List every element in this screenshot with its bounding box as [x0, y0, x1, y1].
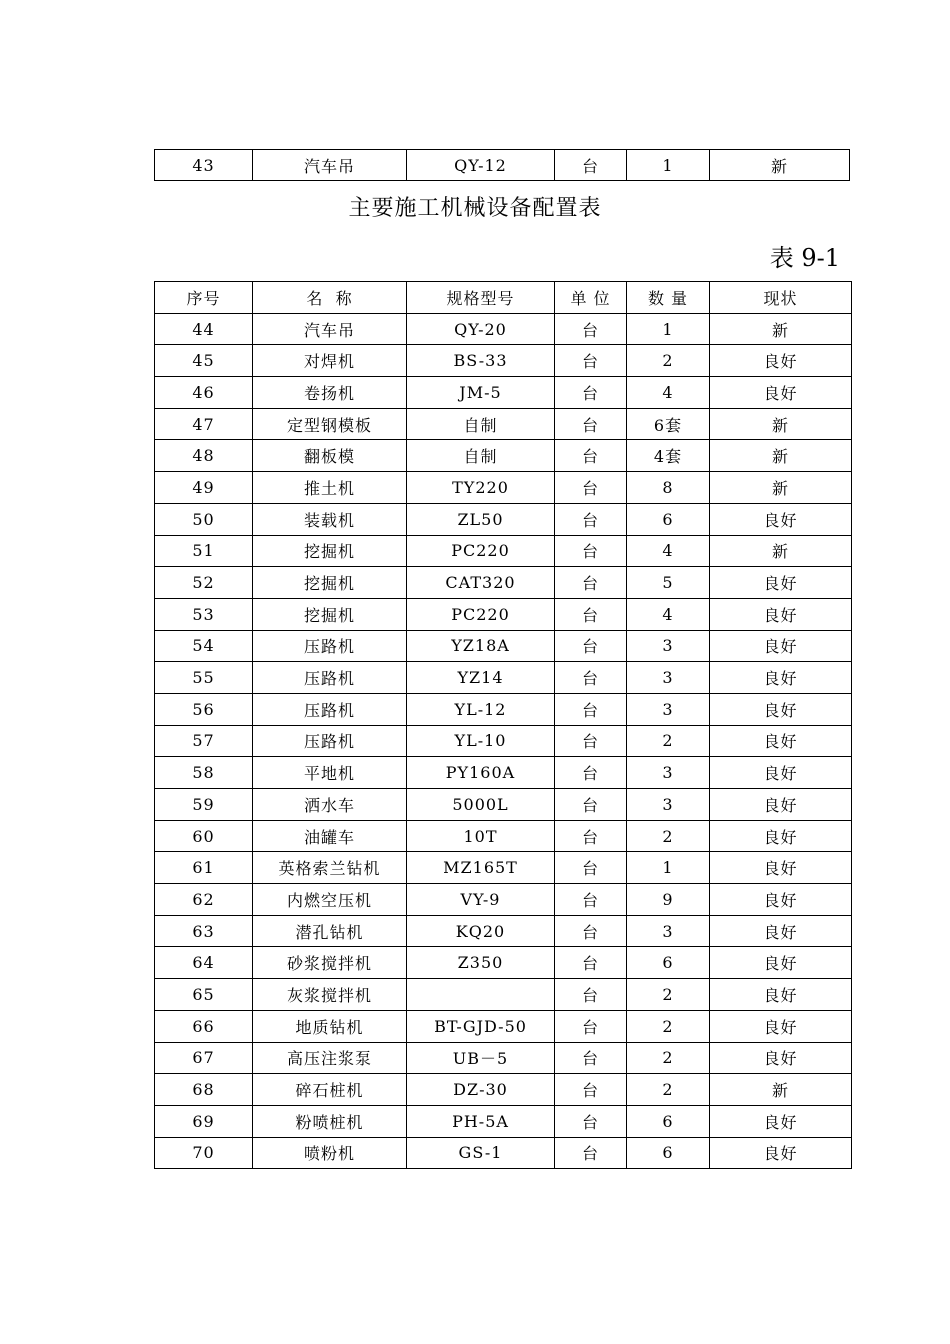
table-row — [155, 725, 852, 757]
cell-name: 汽车吊 — [253, 313, 407, 345]
cell-model: DZ-30 — [407, 1074, 555, 1106]
cell-quantity: 2 — [627, 820, 710, 852]
cell-quantity: 5 — [627, 567, 710, 599]
cell-model: YZ18A — [407, 630, 555, 662]
cell-model: PH-5A — [407, 1105, 555, 1137]
cell-model: YZ14 — [407, 662, 555, 694]
document-title: 主要施工机械设备配置表 — [348, 196, 602, 221]
table-row — [155, 472, 852, 504]
cell-status: 良好 — [710, 947, 852, 979]
cell-status: 良好 — [710, 725, 852, 757]
cell-model: Z350 — [407, 947, 555, 979]
cell-unit: 台 — [555, 820, 627, 852]
cell-model: TY220 — [407, 472, 555, 504]
cell-model: PC220 — [407, 598, 555, 630]
cell-status: 新 — [710, 313, 852, 345]
cell-index: 67 — [155, 1042, 253, 1074]
cell-quantity: 6 — [627, 1137, 710, 1169]
table-row — [155, 345, 852, 377]
cell-name: 压路机 — [253, 725, 407, 757]
cell-index: 53 — [155, 598, 253, 630]
cell-status: 良好 — [710, 503, 852, 535]
cell-model — [407, 979, 555, 1011]
table-row — [155, 757, 852, 789]
cell-unit: 台 — [555, 1042, 627, 1074]
cell-name: 潜孔钻机 — [253, 915, 407, 947]
cell-status: 良好 — [710, 1137, 852, 1169]
cell-index: 50 — [155, 503, 253, 535]
cell-index: 52 — [155, 567, 253, 599]
table-header-row — [155, 282, 852, 314]
table-row — [155, 820, 852, 852]
table-row — [155, 852, 852, 884]
cell-name: 汽车吊 — [253, 150, 407, 181]
table-row — [155, 662, 852, 694]
cell-index: 45 — [155, 345, 253, 377]
cell-unit: 台 — [555, 884, 627, 916]
cell-status: 良好 — [710, 1010, 852, 1042]
cell-status: 新 — [710, 472, 852, 504]
cell-status: 新 — [710, 150, 850, 181]
cell-name: 灰浆搅拌机 — [253, 979, 407, 1011]
cell-status: 良好 — [710, 884, 852, 916]
header-name: 名 称 — [253, 282, 407, 314]
table-row — [155, 947, 852, 979]
cell-unit: 台 — [555, 725, 627, 757]
cell-index: 64 — [155, 947, 253, 979]
cell-quantity: 6 — [627, 947, 710, 979]
cell-name: 压路机 — [253, 662, 407, 694]
table-row — [155, 1105, 852, 1137]
header-index: 序号 — [155, 282, 253, 314]
cell-unit: 台 — [555, 947, 627, 979]
header-unit: 单 位 — [555, 282, 627, 314]
cell-quantity: 2 — [627, 979, 710, 1011]
cell-model: QY-12 — [407, 150, 555, 181]
cell-name: 砂浆搅拌机 — [253, 947, 407, 979]
table-body — [155, 313, 852, 1169]
cell-model: CAT320 — [407, 567, 555, 599]
cell-name: 挖掘机 — [253, 598, 407, 630]
cell-status: 新 — [710, 408, 852, 440]
cell-status: 良好 — [710, 377, 852, 409]
cell-quantity: 3 — [627, 757, 710, 789]
cell-index: 62 — [155, 884, 253, 916]
cell-quantity: 8 — [627, 472, 710, 504]
table-row — [155, 313, 852, 345]
cell-name: 碎石桩机 — [253, 1074, 407, 1106]
cell-unit: 台 — [555, 915, 627, 947]
cell-name: 翻板模 — [253, 440, 407, 472]
cell-model: BT-GJD-50 — [407, 1010, 555, 1042]
cell-index: 46 — [155, 377, 253, 409]
cell-name: 平地机 — [253, 757, 407, 789]
cell-status: 新 — [710, 535, 852, 567]
cell-model: PY160A — [407, 757, 555, 789]
cell-unit: 台 — [555, 313, 627, 345]
cell-index: 70 — [155, 1137, 253, 1169]
cell-name: 装载机 — [253, 503, 407, 535]
cell-quantity: 3 — [627, 915, 710, 947]
cell-name: 挖掘机 — [253, 567, 407, 599]
cell-model: 自制 — [407, 408, 555, 440]
cell-unit: 台 — [555, 693, 627, 725]
cell-index: 66 — [155, 1010, 253, 1042]
cell-model: YL-12 — [407, 693, 555, 725]
table-number: 表 9-1 — [769, 244, 840, 272]
cell-unit: 台 — [555, 789, 627, 821]
cell-quantity: 6套 — [627, 408, 710, 440]
cell-quantity: 2 — [627, 1010, 710, 1042]
cell-name: 洒水车 — [253, 789, 407, 821]
cell-quantity: 2 — [627, 725, 710, 757]
cell-status: 良好 — [710, 662, 852, 694]
cell-model: ZL50 — [407, 503, 555, 535]
cell-index: 58 — [155, 757, 253, 789]
cell-unit: 台 — [555, 503, 627, 535]
cell-index: 43 — [155, 150, 253, 181]
cell-unit: 台 — [555, 662, 627, 694]
cell-index: 56 — [155, 693, 253, 725]
cell-index: 61 — [155, 852, 253, 884]
cell-name: 英格索兰钻机 — [253, 852, 407, 884]
cell-index: 47 — [155, 408, 253, 440]
header-model: 规格型号 — [407, 282, 555, 314]
cell-index: 68 — [155, 1074, 253, 1106]
cell-quantity: 3 — [627, 789, 710, 821]
cell-index: 65 — [155, 979, 253, 1011]
cell-model: PC220 — [407, 535, 555, 567]
cell-unit: 台 — [555, 1074, 627, 1106]
table-row — [155, 535, 852, 567]
cell-unit: 台 — [555, 345, 627, 377]
table-row — [155, 915, 852, 947]
cell-quantity: 3 — [627, 630, 710, 662]
cell-name: 高压注浆泵 — [253, 1042, 407, 1074]
cell-unit: 台 — [555, 979, 627, 1011]
table-row — [155, 884, 852, 916]
cell-model: BS-33 — [407, 345, 555, 377]
cell-index: 69 — [155, 1105, 253, 1137]
cell-unit: 台 — [555, 630, 627, 662]
cell-index: 54 — [155, 630, 253, 662]
cell-unit: 台 — [555, 567, 627, 599]
equipment-table — [154, 281, 852, 1169]
continued-table — [154, 149, 850, 181]
cell-index: 60 — [155, 820, 253, 852]
table-row — [155, 440, 852, 472]
cell-quantity: 6 — [627, 503, 710, 535]
cell-quantity: 3 — [627, 662, 710, 694]
cell-unit: 台 — [555, 150, 627, 181]
cell-quantity: 4套 — [627, 440, 710, 472]
table-row — [155, 503, 852, 535]
cell-name: 挖掘机 — [253, 535, 407, 567]
cell-quantity: 2 — [627, 1042, 710, 1074]
cell-status: 良好 — [710, 789, 852, 821]
table-row — [155, 1010, 852, 1042]
header-quantity: 数 量 — [627, 282, 710, 314]
cell-status: 良好 — [710, 1105, 852, 1137]
cell-unit: 台 — [555, 1105, 627, 1137]
table-row — [155, 789, 852, 821]
cell-name: 内燃空压机 — [253, 884, 407, 916]
cell-index: 55 — [155, 662, 253, 694]
cell-status: 新 — [710, 440, 852, 472]
cell-index: 51 — [155, 535, 253, 567]
cell-name: 压路机 — [253, 630, 407, 662]
cell-unit: 台 — [555, 1010, 627, 1042]
cell-name: 卷扬机 — [253, 377, 407, 409]
cell-model: QY-20 — [407, 313, 555, 345]
table-row — [155, 408, 852, 440]
cell-model: YL-10 — [407, 725, 555, 757]
table-row — [155, 377, 852, 409]
table-row — [155, 150, 850, 181]
cell-model: UB－5 — [407, 1042, 555, 1074]
cell-model: GS-1 — [407, 1137, 555, 1169]
cell-name: 地质钻机 — [253, 1010, 407, 1042]
table-row — [155, 1137, 852, 1169]
cell-model: JM-5 — [407, 377, 555, 409]
cell-status: 良好 — [710, 345, 852, 377]
cell-name: 油罐车 — [253, 820, 407, 852]
table-row — [155, 630, 852, 662]
cell-name: 推土机 — [253, 472, 407, 504]
cell-name: 喷粉机 — [253, 1137, 407, 1169]
cell-model: MZ165T — [407, 852, 555, 884]
table-row — [155, 1074, 852, 1106]
cell-quantity: 6 — [627, 1105, 710, 1137]
table-row — [155, 979, 852, 1011]
cell-unit: 台 — [555, 535, 627, 567]
cell-status: 良好 — [710, 567, 852, 599]
cell-unit: 台 — [555, 440, 627, 472]
cell-quantity: 3 — [627, 693, 710, 725]
table-row — [155, 693, 852, 725]
cell-quantity: 1 — [627, 852, 710, 884]
cell-status: 良好 — [710, 1042, 852, 1074]
cell-model: 10T — [407, 820, 555, 852]
cell-model: KQ20 — [407, 915, 555, 947]
cell-unit: 台 — [555, 757, 627, 789]
cell-index: 44 — [155, 313, 253, 345]
cell-quantity: 2 — [627, 1074, 710, 1106]
cell-model: 5000L — [407, 789, 555, 821]
header-status: 现状 — [710, 282, 852, 314]
table-row — [155, 1042, 852, 1074]
cell-status: 良好 — [710, 852, 852, 884]
cell-name: 定型钢模板 — [253, 408, 407, 440]
cell-quantity: 4 — [627, 535, 710, 567]
cell-unit: 台 — [555, 598, 627, 630]
cell-quantity: 4 — [627, 598, 710, 630]
cell-status: 良好 — [710, 820, 852, 852]
cell-status: 良好 — [710, 979, 852, 1011]
cell-quantity: 1 — [627, 150, 710, 181]
cell-unit: 台 — [555, 408, 627, 440]
cell-unit: 台 — [555, 472, 627, 504]
cell-status: 良好 — [710, 915, 852, 947]
cell-index: 63 — [155, 915, 253, 947]
cell-name: 压路机 — [253, 693, 407, 725]
cell-unit: 台 — [555, 377, 627, 409]
cell-unit: 台 — [555, 852, 627, 884]
cell-quantity: 4 — [627, 377, 710, 409]
table-row — [155, 567, 852, 599]
cell-quantity: 1 — [627, 313, 710, 345]
cell-status: 良好 — [710, 757, 852, 789]
cell-status: 新 — [710, 1074, 852, 1106]
cell-index: 57 — [155, 725, 253, 757]
cell-status: 良好 — [710, 598, 852, 630]
cell-index: 59 — [155, 789, 253, 821]
cell-name: 对焊机 — [253, 345, 407, 377]
cell-unit: 台 — [555, 1137, 627, 1169]
cell-quantity: 9 — [627, 884, 710, 916]
cell-model: 自制 — [407, 440, 555, 472]
cell-quantity: 2 — [627, 345, 710, 377]
cell-name: 粉喷桩机 — [253, 1105, 407, 1137]
cell-status: 良好 — [710, 630, 852, 662]
cell-status: 良好 — [710, 693, 852, 725]
cell-index: 49 — [155, 472, 253, 504]
cell-model: VY-9 — [407, 884, 555, 916]
table-row — [155, 598, 852, 630]
cell-index: 48 — [155, 440, 253, 472]
